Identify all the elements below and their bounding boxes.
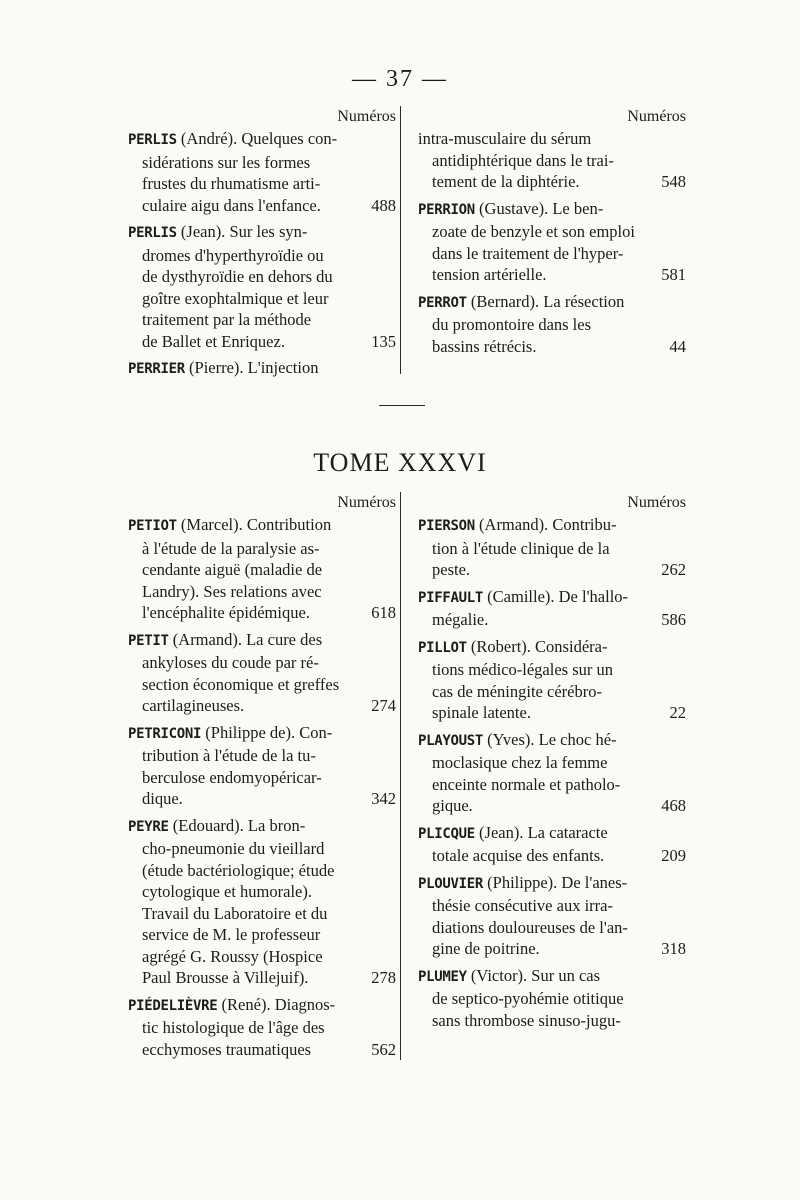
entry-text <box>432 702 531 724</box>
entry-line <box>128 221 396 245</box>
title-text: totale acquise des enfants. <box>432 846 605 865</box>
author-name: PETRICONI <box>128 725 202 742</box>
thesis-number: 135 <box>371 331 396 351</box>
index-entry <box>418 965 686 1032</box>
title-text: thésie consécutive aux irra- <box>432 896 613 915</box>
thesis-number: 318 <box>661 939 686 958</box>
title-text: (Victor). Sur un cas <box>466 965 601 985</box>
entry-text <box>432 895 613 917</box>
entry-text <box>142 195 321 217</box>
index-column-right <box>418 106 686 362</box>
entry-line <box>418 872 686 896</box>
entry-line <box>128 788 396 810</box>
entry-line <box>418 822 686 846</box>
index-entry-continued <box>418 128 686 193</box>
entry-text <box>432 243 623 265</box>
title-text: (Armand). Contribu- <box>474 515 617 534</box>
entry-text <box>432 681 602 703</box>
title-text: (André). Quelques con- <box>176 129 338 148</box>
title-text: de Ballet et Enriquez. <box>142 331 285 351</box>
title-text: (Armand). La cure des <box>168 629 323 649</box>
entry-line <box>128 815 396 839</box>
entry-line <box>128 152 396 174</box>
title-text: traitement par la méthode <box>142 310 312 329</box>
index-entry <box>418 636 686 724</box>
title-text: Paul Brousse à Villejuif). <box>142 968 309 987</box>
entry-text <box>432 264 547 286</box>
entry-line <box>128 602 396 624</box>
author-name: PERRION <box>418 201 475 218</box>
entry-line <box>418 895 686 917</box>
entry-text <box>128 722 332 746</box>
entry-text <box>142 602 310 624</box>
entry-line <box>418 198 686 222</box>
author-name: PLOUVIER <box>418 875 484 892</box>
title-text: (Philippe de). Con- <box>201 722 333 742</box>
title-text: cytologique et humorale). <box>142 882 312 901</box>
entry-text <box>432 538 610 560</box>
entry-text <box>432 150 614 172</box>
entry-line <box>418 681 686 703</box>
title-text: dans le traitement de l'hyper- <box>432 243 624 263</box>
entry-line <box>418 291 686 315</box>
title-text: intra-musculaire du sérum <box>418 129 592 148</box>
entry-text <box>128 128 337 152</box>
entry-text <box>432 1010 621 1032</box>
title-text: à l'étude de la paralysie as- <box>142 538 320 558</box>
entry-text <box>128 629 322 653</box>
entry-line <box>128 514 396 538</box>
entry-text <box>142 674 339 696</box>
index-entry <box>418 514 686 581</box>
entry-line <box>128 946 396 968</box>
entry-text <box>432 845 604 867</box>
title-text: section économique et greffes <box>142 674 340 694</box>
thesis-number: 581 <box>661 265 686 284</box>
entry-line <box>418 774 686 796</box>
index-section-tome <box>128 492 684 1082</box>
section-rule <box>379 405 425 406</box>
entry-line <box>128 967 396 989</box>
entry-line <box>418 702 686 724</box>
entry-line <box>418 128 686 150</box>
entry-line <box>128 1017 396 1039</box>
title-text: mégalie. <box>432 610 489 629</box>
thesis-number: 618 <box>371 603 396 622</box>
entry-text <box>128 221 307 245</box>
entry-text <box>418 965 600 989</box>
entry-text <box>418 291 624 315</box>
title-text: sidérations sur les formes <box>142 152 311 172</box>
entry-text <box>418 128 591 150</box>
title-text: diations douloureuses de l'an- <box>432 917 628 937</box>
entry-text <box>418 822 608 846</box>
author-name: PIÉDELIÈVRE <box>128 997 218 1014</box>
index-entry <box>128 722 396 810</box>
entry-line <box>128 357 396 381</box>
entry-line <box>418 559 686 581</box>
index-entry <box>418 872 686 960</box>
entry-text <box>432 314 591 336</box>
index-entry <box>128 128 396 216</box>
index-entry <box>418 586 686 631</box>
index-entry <box>418 729 686 817</box>
entry-line <box>128 767 396 789</box>
entry-line <box>128 195 396 217</box>
thesis-number: 342 <box>371 789 396 808</box>
entry-text <box>432 609 488 631</box>
title-text: tribution à l'étude de la tu- <box>142 746 316 765</box>
index-column-right <box>418 492 686 1036</box>
entry-line <box>418 609 686 631</box>
entry-text <box>142 173 320 195</box>
title-text: (Jean). La cataracte <box>474 822 608 842</box>
entry-text <box>142 331 285 353</box>
title-text: sans thrombose sinuso-jugu- <box>432 1010 621 1030</box>
title-text: antidiphtérique dans le trai- <box>432 150 614 170</box>
column-heading: Numéros <box>627 108 686 125</box>
thesis-number: 548 <box>661 172 686 191</box>
entry-line <box>418 336 686 358</box>
entry-line <box>128 128 396 152</box>
index-entry <box>418 291 686 358</box>
title-text: (Marcel). Contribution <box>176 515 332 534</box>
author-name: PETIT <box>128 632 169 649</box>
title-text: peste. <box>432 560 471 579</box>
title-text: dique. <box>142 789 183 808</box>
entry-line <box>128 745 396 767</box>
entry-text <box>418 586 628 610</box>
entry-text <box>142 860 334 882</box>
entry-text <box>142 152 310 174</box>
entry-line <box>418 586 686 610</box>
author-name: PIFFAULT <box>418 589 484 606</box>
entry-line <box>128 674 396 696</box>
thesis-number: 274 <box>371 696 396 715</box>
title-text: cas de méningite cérébro- <box>432 681 602 701</box>
author-name: PEYRE <box>128 818 169 835</box>
entry-line <box>128 309 396 331</box>
entry-line <box>128 1039 396 1061</box>
entry-line <box>128 924 396 946</box>
index-entry <box>128 357 396 381</box>
thesis-number: 278 <box>371 968 396 987</box>
column-divider <box>400 106 401 374</box>
entry-line <box>418 314 686 336</box>
entry-text <box>432 336 536 358</box>
title-text: moclasique chez la femme <box>432 753 608 772</box>
title-text: agrégé G. Roussy (Hospice <box>142 946 323 966</box>
entry-text <box>432 938 540 960</box>
title-text: berculose endomyopéricar- <box>142 767 322 787</box>
entry-line <box>418 538 686 560</box>
entry-text <box>142 881 312 903</box>
entry-line <box>418 988 686 1010</box>
entry-line <box>418 264 686 286</box>
title-text: (Camille). De l'hallo- <box>483 586 629 606</box>
title-text: tions médico-légales sur un <box>432 660 614 679</box>
entry-text <box>142 745 316 767</box>
entry-text <box>142 652 319 674</box>
entry-text <box>142 266 333 288</box>
thesis-number: 209 <box>661 846 686 865</box>
title-text: (Jean). Sur les syn- <box>176 222 308 241</box>
title-text: culaire aigu dans l'enfance. <box>142 195 321 215</box>
entry-line <box>128 881 396 903</box>
author-name: PERRIER <box>128 361 185 377</box>
entry-text <box>142 924 320 946</box>
author-name: PLICQUE <box>418 825 475 842</box>
entry-text <box>432 774 620 796</box>
thesis-number: 586 <box>661 610 686 629</box>
author-name: PERLIS <box>128 225 177 241</box>
index-entry <box>128 629 396 717</box>
title-text: (Robert). Considéra- <box>466 636 608 656</box>
entry-line <box>128 652 396 674</box>
column-heading: Numéros <box>337 108 396 125</box>
author-name: PLAYOUST <box>418 732 484 749</box>
title-text: (étude bactériologique; étude <box>142 860 335 880</box>
entry-text <box>432 171 580 193</box>
entry-line <box>128 860 396 882</box>
entry-line <box>418 659 686 681</box>
title-text: goître exophtalmique et leur <box>142 288 329 308</box>
entry-line <box>418 917 686 939</box>
entry-text <box>142 967 308 989</box>
title-text: (Gustave). Le ben- <box>474 198 604 218</box>
entry-text <box>142 788 183 810</box>
entry-text <box>432 795 473 817</box>
author-name: PLUMEY <box>418 968 467 985</box>
title-text: (Edouard). La bron- <box>168 815 306 835</box>
entry-text <box>418 514 617 538</box>
title-text: bassins rétrécis. <box>432 336 537 356</box>
index-entry <box>128 994 396 1061</box>
thesis-number: 44 <box>669 336 686 356</box>
entry-line <box>128 331 396 353</box>
title-text: (Bernard). La résection <box>466 291 625 311</box>
entry-line <box>418 938 686 960</box>
author-name: PIERSON <box>418 518 475 534</box>
title-text: gique. <box>432 796 473 815</box>
title-text: tion à l'étude clinique de la <box>432 538 610 558</box>
index-entry <box>128 514 396 624</box>
title-text: tension artérielle. <box>432 265 547 284</box>
author-name: PERROT <box>418 294 467 311</box>
entry-line <box>418 636 686 660</box>
entry-text <box>432 559 470 581</box>
index-entry <box>418 198 686 286</box>
entry-text <box>128 815 305 839</box>
title-text: service de M. le professeur <box>142 925 321 944</box>
title-text: spinale latente. <box>432 703 531 722</box>
entry-text <box>142 288 328 310</box>
title-text: gine de poitrine. <box>432 939 540 958</box>
title-text: l'encéphalite épidémique. <box>142 603 310 622</box>
entry-text <box>142 1039 311 1061</box>
entry-text <box>142 838 324 860</box>
author-name: PETIOT <box>128 518 177 534</box>
title-text: cho-pneumonie du vieillard <box>142 839 325 858</box>
index-column-left <box>128 492 396 1065</box>
entry-line <box>418 243 686 265</box>
entry-text <box>418 636 607 660</box>
entry-line <box>418 150 686 172</box>
author-name: PILLOT <box>418 639 467 656</box>
title-text: ecchymoses traumatiques <box>142 1039 312 1059</box>
entry-line <box>128 695 396 717</box>
title-text: Travail du Laboratoire et du <box>142 903 328 923</box>
title-text: tement de la diphtérie. <box>432 172 580 191</box>
entry-line <box>128 538 396 560</box>
entry-line <box>128 245 396 267</box>
entry-line <box>128 173 396 195</box>
entry-text <box>418 872 627 896</box>
entry-line <box>128 722 396 746</box>
entry-text <box>142 581 322 603</box>
title-text: (Pierre). L'injection <box>184 358 319 377</box>
title-text: dromes d'hyperthyroïdie ou <box>142 245 324 265</box>
thesis-number: 562 <box>371 1039 396 1059</box>
entry-line <box>128 629 396 653</box>
entry-text <box>418 198 603 222</box>
tome-title: TOME XXXVI <box>313 448 487 477</box>
entry-line <box>418 514 686 538</box>
entry-text <box>418 729 617 753</box>
entry-text <box>128 994 335 1018</box>
entry-text <box>142 309 311 331</box>
column-divider <box>400 492 401 1060</box>
column-heading: Numéros <box>627 494 686 511</box>
thesis-number: 488 <box>371 195 396 215</box>
thesis-number: 22 <box>669 703 686 722</box>
title-text: tic histologique de l'âge des <box>142 1018 325 1037</box>
entry-text <box>128 357 318 381</box>
entry-line <box>418 221 686 243</box>
column-heading: Numéros <box>337 494 396 511</box>
entry-line <box>128 559 396 581</box>
title-text: de septico-pyohémie otitique <box>432 989 624 1008</box>
index-entry <box>128 221 396 352</box>
title-text: Landry). Ses relations avec <box>142 581 322 601</box>
title-text: (Philippe). De l'anes- <box>483 872 628 892</box>
entry-line <box>128 903 396 925</box>
entry-line <box>128 581 396 603</box>
title-text: de dysthyroïdie en dehors du <box>142 267 333 286</box>
entry-text <box>432 659 613 681</box>
entry-text <box>142 559 322 581</box>
page-number: — 37 — <box>352 66 448 92</box>
index-column-left <box>128 106 396 386</box>
entry-text <box>432 917 628 939</box>
entry-text <box>432 988 624 1010</box>
entry-line <box>418 729 686 753</box>
entry-line <box>128 288 396 310</box>
entry-text <box>142 1017 325 1039</box>
entry-text <box>142 767 322 789</box>
title-text: enceinte normale et patholo- <box>432 774 621 794</box>
title-text: cartilagineuses. <box>142 696 245 715</box>
index-entry <box>418 822 686 867</box>
entry-text <box>142 538 320 560</box>
index-section-top <box>128 106 684 378</box>
entry-line <box>418 171 686 193</box>
title-text: ankyloses du coude par ré- <box>142 653 319 672</box>
entry-line <box>128 994 396 1018</box>
entry-line <box>418 845 686 867</box>
thesis-number: 262 <box>661 560 686 579</box>
entry-text <box>142 695 244 717</box>
title-text: frustes du rhumatisme arti- <box>142 174 321 193</box>
title-text: du promontoire dans les <box>432 315 592 334</box>
entry-line <box>128 266 396 288</box>
entry-text <box>128 514 331 538</box>
thesis-number: 468 <box>661 796 686 815</box>
index-entry <box>128 815 396 989</box>
title-text: (Yves). Le choc hé- <box>483 729 617 749</box>
entry-line <box>418 965 686 989</box>
entry-line <box>418 795 686 817</box>
entry-text <box>432 752 607 774</box>
entry-line <box>418 1010 686 1032</box>
title-text: (René). Diagnos- <box>217 994 336 1014</box>
entry-line <box>418 752 686 774</box>
entry-text <box>432 221 635 243</box>
entry-line <box>128 838 396 860</box>
entry-text <box>142 903 327 925</box>
entry-text <box>142 245 324 267</box>
title-text: zoate de benzyle et son emploi <box>432 222 635 241</box>
entry-text <box>142 946 323 968</box>
author-name: PERLIS <box>128 132 177 148</box>
title-text: cendante aiguë (maladie de <box>142 560 323 579</box>
